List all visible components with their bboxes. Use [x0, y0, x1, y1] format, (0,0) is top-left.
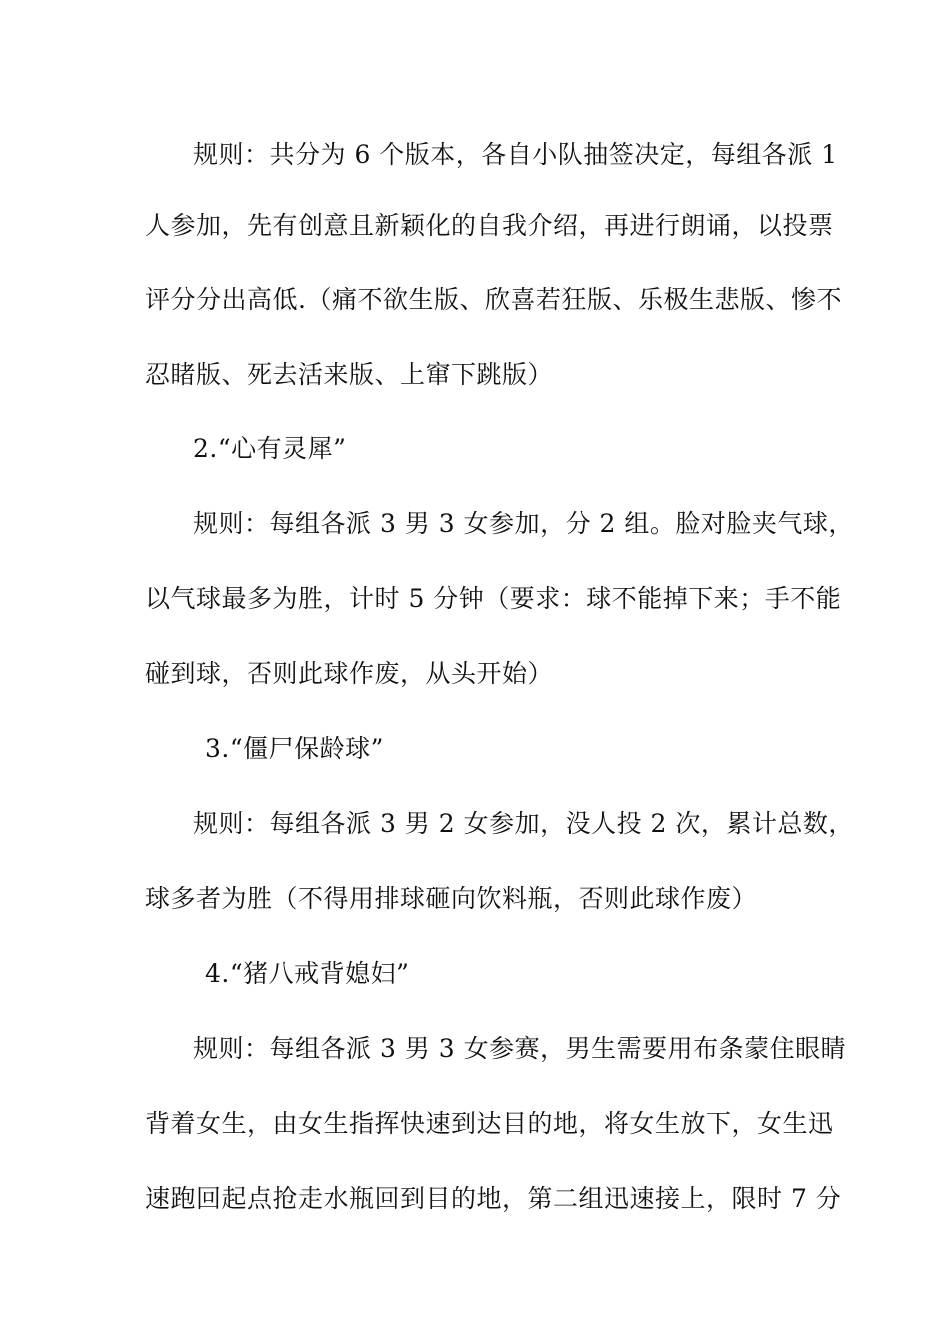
rule-2-line-3: 碰到球，否则此球作废，从头开始） [145, 659, 554, 688]
rule-4-line-1: 规则：每组各派 3 男 3 女参赛，男生需要用布条蒙住眼睛 [193, 1034, 847, 1063]
section-heading-2: 2.“心有灵犀” [193, 434, 347, 463]
rule-2-line-1: 规则：每组各派 3 男 3 女参加，分 2 组。脸对脸夹气球， [193, 509, 854, 538]
section-heading-3: 3.“僵尸保龄球” [205, 734, 384, 763]
rule-2-line-2: 以气球最多为胜，计时 5 分钟（要求：球不能掉下来；手不能 [145, 584, 842, 613]
rule-1-line-3: 评分分出高低.（痛不欲生版、欣喜若狂版、乐极生悲版、惨不 [145, 285, 842, 314]
rule-4-line-2: 背着女生，由女生指挥快速到达目的地，将女生放下，女生迅 [145, 1109, 834, 1138]
section-heading-4: 4.“猪八戒背媳妇” [205, 959, 410, 988]
rule-1-line-2: 人参加，先有创意且新颖化的自我介绍，再进行朗诵，以投票 [145, 211, 834, 240]
rule-4-line-3: 速跑回起点抢走水瓶回到目的地，第二组迅速接上，限时 7 分 [145, 1184, 842, 1213]
rule-3-line-1: 规则：每组各派 3 男 2 女参加，没人投 2 次，累计总数， [193, 809, 854, 838]
rule-3-line-2: 球多者为胜（不得用排球砸向饮料瓶，否则此球作废） [145, 884, 758, 913]
rule-1-line-4: 忍睹版、死去活来版、上窜下跳版） [145, 360, 554, 389]
rule-1-line-1: 规则：共分为 6 个版本，各自小队抽签决定，每组各派 1 [193, 140, 838, 169]
